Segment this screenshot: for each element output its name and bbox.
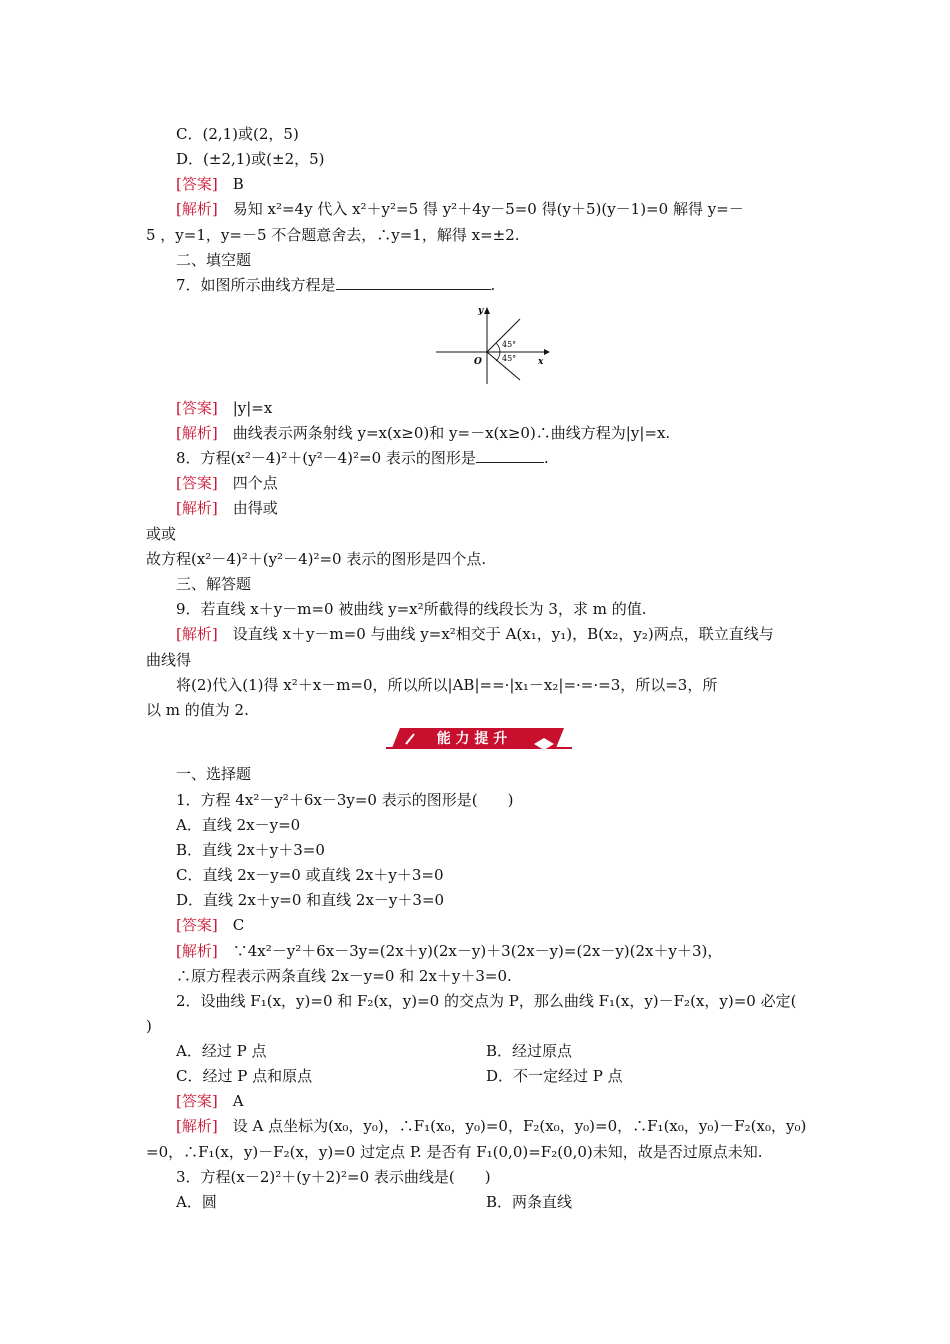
question-2: 2．设曲线 F₁(x，y)=0 和 F₂(x，y)=0 的交点为 P，那么曲线 F₁(x，y)－F₂(x，y)=0 必定( <box>176 992 797 1010</box>
analysis-continued: 以 m 的值为 2. <box>146 701 249 719</box>
banner-title: 能 力 提 升 <box>436 731 508 747</box>
analysis-continued: 将(2)代入(1)得 x²＋x－m=0，所以所以|AB|==·|x₁－x₂|=·=·=3，所以=3，所 <box>176 676 718 694</box>
option-a: A．经过 P 点 <box>176 1042 267 1060</box>
option-c: C．(2,1)或(2，5) <box>176 125 299 143</box>
analysis-line: [解析] ∵4x²－y²＋6x－3y=(2x＋y)(2x－y)＋3(2x－y)=(2x－y)(2x＋y＋3)， <box>176 942 723 960</box>
analysis-line: [解析] 设直线 x＋y－m=0 与曲线 y=x²相交于 A(x₁，y₁)，B(x₂，y₂)两点，联立直线与 <box>176 625 774 643</box>
answer-tag: [答案] <box>176 175 218 193</box>
section-heading: 三、解答题 <box>176 575 252 593</box>
analysis-line: [解析] 易知 x²=4y 代入 x²＋y²=5 得 y²＋4y－5=0 得(y＋5)(y－1)=0 解得 y=－ <box>176 200 744 218</box>
option-c: C．经过 P 点和原点 <box>176 1067 313 1085</box>
option-d: D．不一定经过 P 点 <box>486 1067 623 1085</box>
answer-tag: [答案] <box>176 399 218 417</box>
analysis-continued: 故方程(x²－4)²＋(y²－4)²=0 表示的图形是四个点. <box>146 550 487 568</box>
option-c: C．直线 2x－y=0 或直线 2x＋y＋3=0 <box>176 866 444 884</box>
answer-tag: [答案] <box>176 474 218 492</box>
option-d: D．(±2,1)或(±2，5) <box>176 150 325 168</box>
angle-label-upper: 45° <box>502 340 517 349</box>
option-d: D．直线 2x＋y=0 和直线 2x－y＋3=0 <box>176 891 445 909</box>
analysis-tag: [解析] <box>176 424 218 442</box>
option-b: B．经过原点 <box>486 1042 573 1060</box>
analysis-tag: [解析] <box>176 942 218 960</box>
analysis-line: [解析] 曲线表示两条射线 y=x(x≥0)和 y=－x(x≥0)∴曲线方程为|y|=x. <box>176 424 671 442</box>
analysis-continued: 或或 <box>146 525 177 543</box>
analysis-line: [解析] 由得或 <box>176 499 278 517</box>
option-b: B．直线 2x＋y＋3=0 <box>176 841 325 859</box>
option-a: A．直线 2x－y=0 <box>176 816 301 834</box>
analysis-continued: =0，∴F₁(x，y)－F₂(x，y)=0 过定点 P. 是否有 F₁(0,0)=F₂(0,0)未知，故是否过原点未知. <box>146 1143 763 1161</box>
x-axis-label: x <box>538 357 544 367</box>
analysis-tag: [解析] <box>176 1117 218 1135</box>
analysis-continued: 曲线得 <box>146 651 192 669</box>
answer-line: [答案] |y|=x <box>176 399 273 417</box>
question-3: 3．方程(x－2)²＋(y＋2)²=0 表示曲线是( ) <box>176 1168 491 1186</box>
answer-tag: [答案] <box>176 1092 218 1110</box>
answer-tag: [答案] <box>176 916 218 934</box>
analysis-continued: ∴原方程表示两条直线 2x－y=0 和 2x＋y＋3=0. <box>176 967 512 985</box>
options-row <box>176 1041 266 1061</box>
options-row <box>176 1192 217 1212</box>
answer-blank <box>476 448 544 463</box>
angle-label-lower: 45° <box>502 354 517 363</box>
option-a: A．圆 <box>176 1193 217 1211</box>
analysis-tag: [解析] <box>176 200 218 218</box>
analysis-tag: [解析] <box>176 625 218 643</box>
question-2-continued: ) <box>146 1017 152 1035</box>
analysis-continued: 5 ，y=1，y=－5 不合题意舍去，∴y=1，解得 x=±2. <box>146 226 520 244</box>
answer-line: [答案] A <box>176 1092 244 1110</box>
answer-line: [答案] C <box>176 916 245 934</box>
answer-line: [答案] B <box>176 175 244 193</box>
section-banner <box>386 724 572 754</box>
question-7: 7．如图所示曲线方程是 . <box>176 276 496 294</box>
section-heading: 二、填空题 <box>176 251 252 269</box>
question-8: 8．方程(x²－4)²＋(y²－4)²=0 表示的图形是 . <box>176 449 549 467</box>
question-1: 1．方程 4x²－y²＋6x－3y=0 表示的图形是( ) <box>176 791 514 809</box>
option-b: B．两条直线 <box>486 1193 573 1211</box>
section-heading: 一、选择题 <box>176 765 252 783</box>
analysis-tag: [解析] <box>176 499 218 517</box>
options-row <box>176 1066 312 1086</box>
curve-figure <box>430 302 550 388</box>
origin-label: O <box>474 357 482 367</box>
question-9: 9．若直线 x＋y－m=0 被曲线 y=x²所截得的线段长为 3，求 m 的值. <box>176 600 647 618</box>
analysis-line: [解析] 设 A 点坐标为(x₀，y₀)，∴F₁(x₀，y₀)=0，F₂(x₀，y₀)=0，∴F₁(x₀，y₀)－F₂(x₀，y₀) <box>176 1117 807 1135</box>
y-axis-label: y <box>478 306 484 316</box>
answer-blank <box>336 275 491 290</box>
answer-line: [答案] 四个点 <box>176 474 278 492</box>
